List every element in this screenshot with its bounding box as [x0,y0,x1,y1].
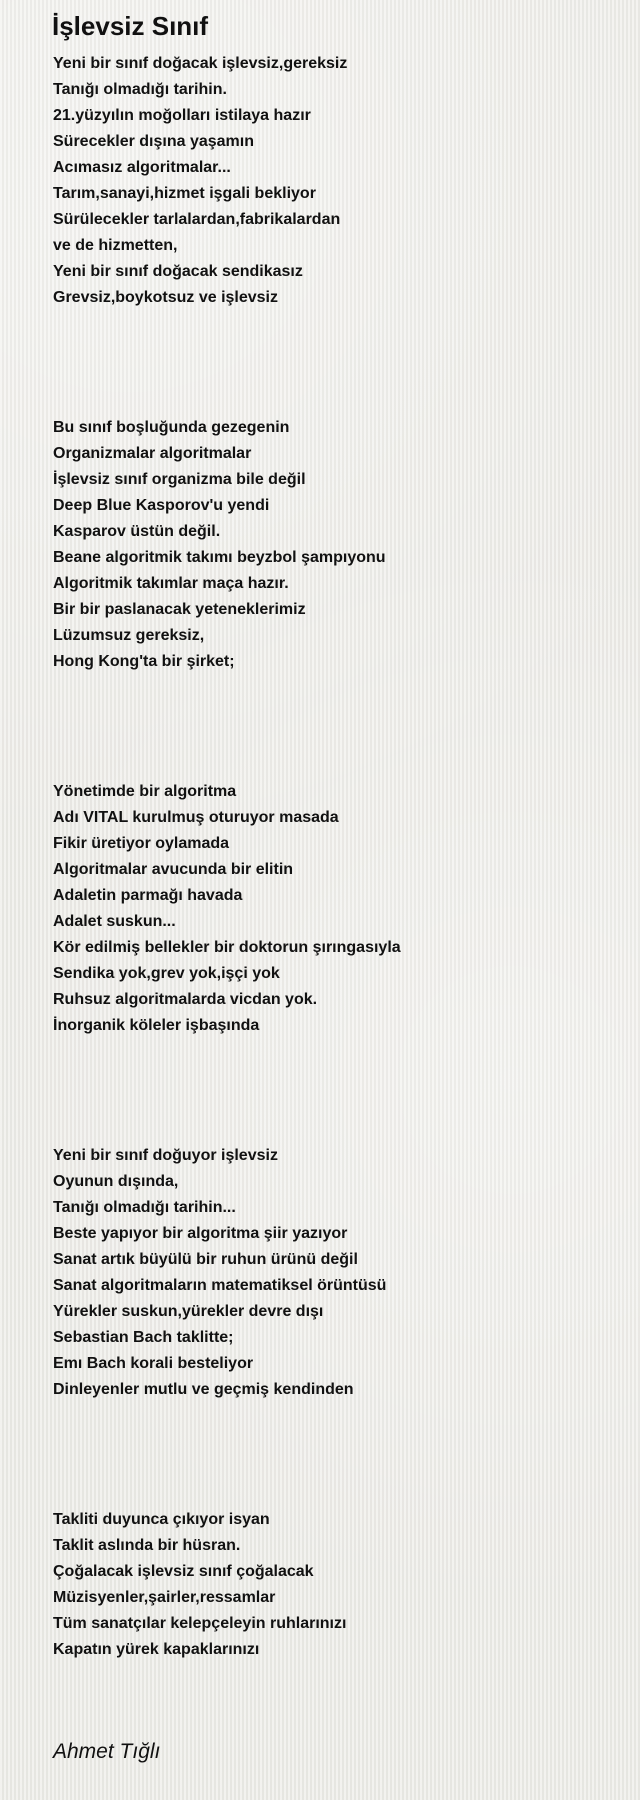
poem-line: Sürecekler dışına yaşamın [53,133,254,150]
poem-line: Algoritmik takımlar maça hazır. [53,575,289,592]
poem-line: İnorganik köleler işbaşında [53,1017,260,1034]
poem-line: Kasparov üstün değil. [53,523,221,540]
stanza-4 [53,1143,613,1403]
poem-body [53,51,613,1663]
poem-line: Tarım,sanayi,hizmet işgali bekliyor [53,185,316,202]
poem-line: Yürekler suskun,yürekler devre dışı [53,1303,324,1320]
poem-line: Çoğalacak işlevsiz sınıf çoğalacak [53,1563,314,1580]
poem-line: Bu sınıf boşluğunda gezegenin [53,419,290,436]
poem-line: Müzisyenler,şairler,ressamlar [53,1589,276,1606]
poem-line: Bir bir paslanacak yeteneklerimiz [53,601,306,618]
poem-line: Tüm sanatçılar kelepçeleyin ruhlarınızı [53,1615,347,1632]
poem-line: Yeni bir sınıf doğacak işlevsiz,gereksiz [53,55,348,72]
poem-line: Kör edilmiş bellekler bir doktorun şırıngasıyla [53,939,401,956]
poem-line: Tanığı olmadığı tarihin. [53,81,227,98]
stanza-2 [53,415,613,675]
poem-line: Taklit aslında bir hüsran. [53,1537,241,1554]
poem-line: ve de hizmetten, [53,237,178,254]
poem-title: İşlevsiz Sınıf [52,11,209,41]
poem-line: İşlevsiz sınıf organizma bile değil [53,471,306,488]
poem-line: Takliti duyunca çıkıyor isyan [53,1511,270,1528]
poem-line: Dinleyenler mutlu ve geçmiş kendinden [53,1381,354,1398]
stanza-5 [53,1507,613,1663]
poem-line: Sanat artık büyülü bir ruhun ürünü değil [53,1251,358,1268]
poem-line: Kapatın yürek kapaklarınızı [53,1641,260,1658]
stanza-3 [53,779,613,1039]
poem-line: Sendika yok,grev yok,işçi yok [53,965,280,982]
poem-line: Oyunun dışında, [53,1173,179,1190]
poem-line: Lüzumsuz gereksiz, [53,627,205,644]
poem-line: Fikir üretiyor oylamada [53,835,230,852]
stanza-1 [53,51,613,311]
poem-line: Hong Kong'ta bir şirket; [53,653,235,670]
poem-line: Yeni bir sınıf doğacak sendikasız [53,263,303,280]
poem-line: 21.yüzyılın moğolları istilaya hazır [53,107,311,124]
poem-line: Adaletin parmağı havada [53,887,243,904]
poem-line: Beane algoritmik takımı beyzbol şampıyonu [53,549,386,566]
poem-line: Yeni bir sınıf doğuyor işlevsiz [53,1147,278,1164]
poem-line: Grevsiz,boykotsuz ve işlevsiz [53,289,278,306]
poem-line: Emı Bach korali besteliyor [53,1355,254,1372]
poem-author: Ahmet Tığlı [53,1740,161,1763]
poem-line: Sanat algoritmaların matematiksel örüntüsü [53,1277,387,1294]
poem-line: Adalet suskun... [53,913,176,930]
poem-line: Adı VITAL kurulmuş oturuyor masada [53,809,339,826]
poem-line: Sebastian Bach taklitte; [53,1329,234,1346]
poem-line: Ruhsuz algoritmalarda vicdan yok. [53,991,318,1008]
poem-line: Yönetimde bir algoritma [53,783,237,800]
poem-line: Algoritmalar avucunda bir elitin [53,861,294,878]
poem-line: Tanığı olmadığı tarihin... [53,1199,236,1216]
poem-line: Beste yapıyor bir algoritma şiir yazıyor [53,1225,348,1242]
poem-line: Deep Blue Kasporov'u yendi [53,497,270,514]
poem-line: Organizmalar algoritmalar [53,445,252,462]
poem-line: Acımasız algoritmalar... [53,159,231,176]
poem-line: Sürülecekler tarlalardan,fabrikalardan [53,211,341,228]
